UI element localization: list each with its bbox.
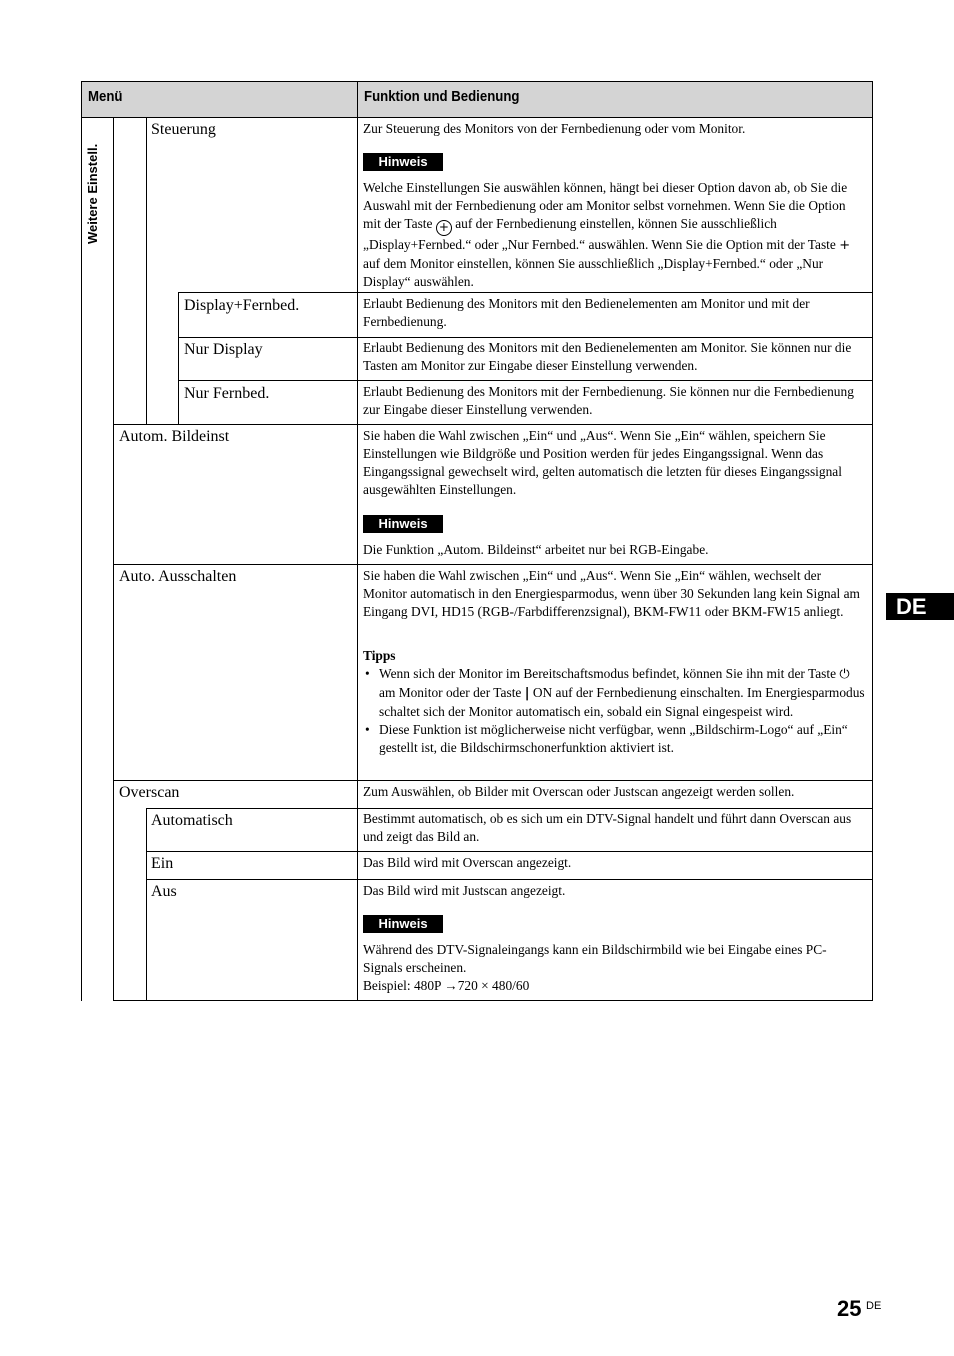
rule: [146, 851, 873, 852]
auto-ausschalten-text: Sie haben die Wahl zwischen „Ein“ und „Aus“. Wenn Sie „Ein“ wählen, wechselt der Monitor automatisch in den Energiesparmodus, wenn über 30 Sekunden lang kein Signal am Eingang DVI, HD15 (RGB-/Farbdifferenzsignal), BKM-FW11 oder BKM-FW15 anliegt.: [363, 568, 860, 619]
hinweis-badge: Hinweis: [363, 153, 443, 171]
steuerung-note: [363, 179, 866, 291]
tip1-part2: am Monitor oder der Taste: [379, 685, 522, 700]
steuerung-note-part1: Welche Einstellungen Sie auswählen können, hängt bei dieser Option davon ab, ob Sie die Auswahl mit der Fernbedienung oder am Monitor selbst vornehmen. Wenn Sie die Option mit der Taste: [363, 180, 848, 231]
hinweis-badge: Hinweis: [363, 515, 443, 533]
nur-display-text: Erlaubt Bedienung des Monitors mit den Bedienelementen am Monitor. Sie können nur die Tasten am Monitor zur Eingabe dieser Einstellung verwenden.: [363, 340, 852, 373]
hinweis-badge: Hinweis: [363, 915, 443, 933]
rule: [178, 292, 179, 424]
aus-note-line2: Beispiel: 480P →720 × 480/60: [363, 978, 530, 993]
menu-item-overscan: Overscan: [119, 784, 180, 801]
overscan-text: Zum Auswählen, ob Bilder mit Overscan oder Justscan angezeigt werden sollen.: [363, 784, 795, 799]
rule: [81, 117, 873, 118]
language-tab: DE: [886, 593, 954, 620]
steuerung-note-part2: auf der Fernbedienung einstellen, können Sie ausschließlich „Display+Fernbed.“ oder „Nur Fernbed.“ auswählen. Wenn Sie die Option mit der Taste: [363, 216, 836, 252]
menu-item-ein: Ein: [151, 855, 174, 872]
menu-item-nur-display: Nur Display: [184, 341, 263, 358]
rule: [178, 380, 873, 381]
list-item: [363, 665, 866, 721]
rule: [872, 81, 873, 1001]
tips-list: [363, 665, 866, 757]
autom-bildeinst-note: Die Funktion „Autom. Bildeinst“ arbeitet nur bei RGB-Eingabe.: [363, 542, 709, 557]
plus-icon: +: [839, 238, 851, 253]
aus-text: Das Bild wird mit Justscan angezeigt.: [363, 883, 566, 898]
page-number: 25: [837, 1296, 862, 1321]
rule: [178, 337, 873, 338]
list-item: • Diese Funktion ist möglicherweise nicht verfügbar, wenn „Bildschirm-Logo“ auf „Ein“ gestellt ist, die Bildschirmschonerfunktion aktiviert ist.: [363, 721, 866, 757]
display-fernbed-text: Erlaubt Bedienung des Monitors mit den Bedienelementen am Monitor und mit der Fernbedienung.: [363, 296, 810, 329]
power-icon: ⏻: [839, 667, 850, 682]
tip1-part3: ON auf der Fernbedienung einschalten. Im Energiesparmodus schaltet sich der Monitor automatisch ein, sobald ein Signal eingespeist wird.: [379, 685, 865, 719]
rule: [113, 564, 873, 565]
header-function: Funktion und Bedienung: [364, 88, 520, 105]
page-suffix: DE: [866, 1300, 882, 1312]
automatisch-text: Bestimmt automatisch, ob es sich um ein DTV-Signal handelt und führt dann Overscan aus und zeigt das Bild an.: [363, 811, 852, 844]
tips-title: Tipps: [363, 648, 396, 663]
menu-item-autom-bildeinst: Autom. Bildeinst: [119, 428, 230, 445]
ein-text: Das Bild wird mit Overscan angezeigt.: [363, 855, 572, 870]
rule: [146, 808, 873, 809]
menu-item-aus: Aus: [151, 883, 177, 900]
rule: [113, 424, 873, 425]
rule: [113, 1000, 873, 1001]
rule: [178, 292, 873, 293]
rule: [146, 879, 873, 880]
auto-ausschalten-tips: [363, 647, 866, 757]
rule: [357, 81, 358, 1001]
bar-icon: |: [524, 686, 530, 701]
steuerung-text: Zur Steuerung des Monitors von der Fernbedienung oder vom Monitor.: [363, 121, 746, 136]
menu-item-nur-fernbed: Nur Fernbed.: [184, 385, 270, 402]
circle-plus-icon: +: [436, 220, 452, 236]
autom-bildeinst-text: Sie haben die Wahl zwischen „Ein“ und „Aus“. Wenn Sie „Ein“ wählen, speichern Sie Einstellungen wie Bildgröße und Position werden für jedes Eingangssignal. Wenn das Eingangssignal gewechselt wird, gelten automatisch die letzten für dieses Eingangssignal ausgewählten Einstellungen.: [363, 428, 842, 497]
rule: [146, 808, 147, 1001]
aus-note: [363, 941, 866, 995]
header-menu: Menü: [88, 88, 123, 105]
rule: [113, 117, 114, 1001]
menu-item-steuerung: Steuerung: [151, 121, 216, 138]
rule: [81, 81, 873, 82]
section-label: Weitere Einstell.: [85, 143, 100, 244]
menu-item-auto-ausschalten: Auto. Ausschalten: [119, 568, 237, 585]
nur-fernbed-text: Erlaubt Bedienung des Monitors mit der Fernbedienung. Sie können nur die Fernbedienung zur Eingabe dieser Einstellung verwenden.: [363, 384, 854, 417]
menu-item-display-fernbed: Display+Fernbed.: [184, 297, 300, 314]
tip1-part1: Wenn sich der Monitor im Bereitschaftsmodus befindet, können Sie ihn mit der Taste: [379, 666, 837, 681]
aus-note-line1: Während des DTV-Signaleingangs kann ein Bildschirmbild wie bei Eingabe eines PC-Signals erscheinen.: [363, 942, 827, 975]
menu-item-automatisch: Automatisch: [151, 812, 233, 829]
steuerung-note-part3: auf dem Monitor einstellen, können Sie ausschließlich „Display+Fernbed.“ oder „Nur Display“ auswählen.: [363, 256, 824, 289]
rule: [113, 780, 873, 781]
rule: [146, 117, 147, 424]
